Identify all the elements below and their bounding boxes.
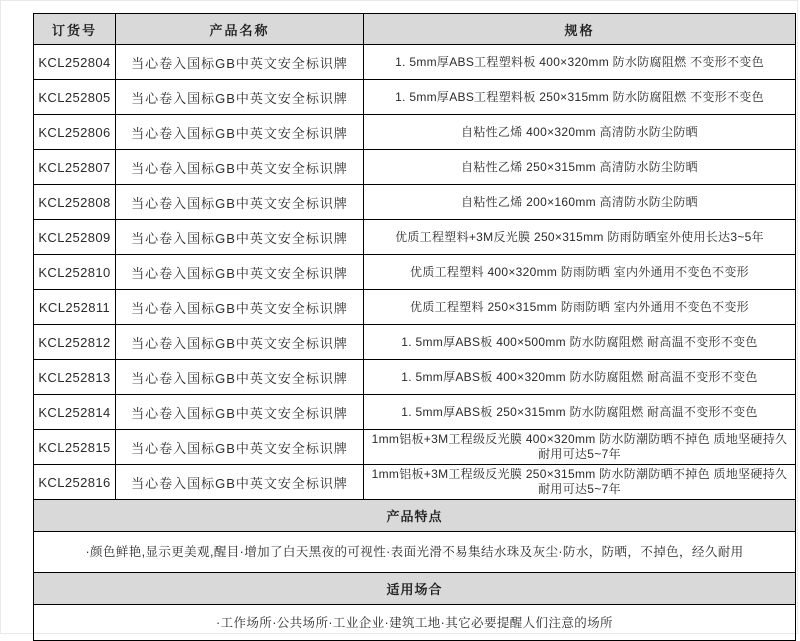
product-name-cell: 当心卷入国标GB中英文安全标识牌 bbox=[116, 220, 364, 255]
table-row bbox=[34, 290, 796, 325]
order-no-cell: KCL252813 bbox=[34, 360, 116, 395]
table-row bbox=[34, 45, 796, 80]
occasions-section bbox=[34, 573, 796, 641]
spec-cell: 自粘性乙烯 250×315mm 高清防水防尘防晒 bbox=[364, 150, 796, 185]
spec-cell: 1mm铝板+3M工程级反光膜 400×320mm 防水防潮防晒不掉色 质地坚硬持久耐用可达5~7年 bbox=[364, 430, 796, 465]
order-no-cell: KCL252810 bbox=[34, 255, 116, 290]
spec-cell: 1. 5mm厚ABS板 250×315mm 防水防腐阻燃 耐高温不变形不变色 bbox=[364, 395, 796, 430]
spec-cell: 1. 5mm厚ABS板 400×500mm 防水防腐阻燃 耐高温不变形不变色 bbox=[364, 325, 796, 360]
occasions-section-title: 适用场合 bbox=[34, 573, 796, 605]
table-row bbox=[34, 185, 796, 220]
order-no-cell: KCL252806 bbox=[34, 115, 116, 150]
spec-cell: 优质工程塑料 250×315mm 防雨防晒 室内外通用不变色不变形 bbox=[364, 290, 796, 325]
order-no-cell: KCL252814 bbox=[34, 395, 116, 430]
table-row bbox=[34, 115, 796, 150]
header-spec: 规格 bbox=[364, 14, 796, 45]
order-no-cell: KCL252807 bbox=[34, 150, 116, 185]
table-row bbox=[34, 80, 796, 115]
order-no-cell: KCL252816 bbox=[34, 465, 116, 500]
features-content-row bbox=[34, 532, 796, 573]
header-row bbox=[34, 14, 796, 45]
product-name-cell: 当心卷入国标GB中英文安全标识牌 bbox=[116, 255, 364, 290]
table-row bbox=[34, 395, 796, 430]
order-no-cell: KCL252809 bbox=[34, 220, 116, 255]
spec-cell: 自粘性乙烯 200×160mm 高清防水防尘防晒 bbox=[364, 185, 796, 220]
spec-cell: 优质工程塑料+3M反光膜 250×315mm 防雨防晒室外使用长达3~5年 bbox=[364, 220, 796, 255]
product-name-cell: 当心卷入国标GB中英文安全标识牌 bbox=[116, 465, 364, 500]
features-title-row bbox=[34, 500, 796, 532]
table-row bbox=[34, 430, 796, 465]
product-name-cell: 当心卷入国标GB中英文安全标识牌 bbox=[116, 325, 364, 360]
product-name-cell: 当心卷入国标GB中英文安全标识牌 bbox=[116, 185, 364, 220]
features-section-content: ·颜色鲜艳,显示更美观,醒目·增加了白天黑夜的可视性·表面光滑不易集结水珠及灰尘·防水，防晒，不掉色，经久耐用 bbox=[34, 532, 796, 573]
product-name-cell: 当心卷入国标GB中英文安全标识牌 bbox=[116, 80, 364, 115]
order-no-cell: KCL252811 bbox=[34, 290, 116, 325]
product-name-cell: 当心卷入国标GB中英文安全标识牌 bbox=[116, 430, 364, 465]
table-row bbox=[34, 465, 796, 500]
order-no-cell: KCL252815 bbox=[34, 430, 116, 465]
header-order-no: 订货号 bbox=[34, 14, 116, 45]
order-no-cell: KCL252804 bbox=[34, 45, 116, 80]
order-no-cell: KCL252808 bbox=[34, 185, 116, 220]
spec-cell: 优质工程塑料 400×320mm 防雨防晒 室内外通用不变色不变形 bbox=[364, 255, 796, 290]
table-row bbox=[34, 220, 796, 255]
spec-cell: 1. 5mm厚ABS工程塑料板 250×315mm 防水防腐阻燃 不变形不变色 bbox=[364, 80, 796, 115]
occasions-section-content: ·工作场所·公共场所·工业企业·建筑工地·其它必要提醒人们注意的场所 bbox=[34, 605, 796, 641]
occasions-content-row bbox=[34, 605, 796, 641]
spec-cell: 自粘性乙烯 400×320mm 高清防水防尘防晒 bbox=[364, 115, 796, 150]
table-row bbox=[34, 255, 796, 290]
table-body bbox=[34, 45, 796, 500]
occasions-title-row bbox=[34, 573, 796, 605]
product-spec-table bbox=[33, 13, 796, 641]
product-name-cell: 当心卷入国标GB中英文安全标识牌 bbox=[116, 115, 364, 150]
features-section-title: 产品特点 bbox=[34, 500, 796, 532]
spec-cell: 1mm铝板+3M工程级反光膜 250×315mm 防水防潮防晒不掉色 质地坚硬持久耐用可达5~7年 bbox=[364, 465, 796, 500]
table-header bbox=[34, 14, 796, 45]
features-section bbox=[34, 500, 796, 573]
table-row bbox=[34, 150, 796, 185]
product-name-cell: 当心卷入国标GB中英文安全标识牌 bbox=[116, 395, 364, 430]
product-spec-sheet bbox=[33, 13, 795, 641]
spec-cell: 1. 5mm厚ABS板 400×320mm 防水防腐阻燃 耐高温不变形不变色 bbox=[364, 360, 796, 395]
order-no-cell: KCL252812 bbox=[34, 325, 116, 360]
spec-cell: 1. 5mm厚ABS工程塑料板 400×320mm 防水防腐阻燃 不变形不变色 bbox=[364, 45, 796, 80]
product-name-cell: 当心卷入国标GB中英文安全标识牌 bbox=[116, 45, 364, 80]
product-name-cell: 当心卷入国标GB中英文安全标识牌 bbox=[116, 150, 364, 185]
product-name-cell: 当心卷入国标GB中英文安全标识牌 bbox=[116, 290, 364, 325]
table-row bbox=[34, 325, 796, 360]
product-name-cell: 当心卷入国标GB中英文安全标识牌 bbox=[116, 360, 364, 395]
header-product-name: 产品名称 bbox=[116, 14, 364, 45]
table-row bbox=[34, 360, 796, 395]
order-no-cell: KCL252805 bbox=[34, 80, 116, 115]
